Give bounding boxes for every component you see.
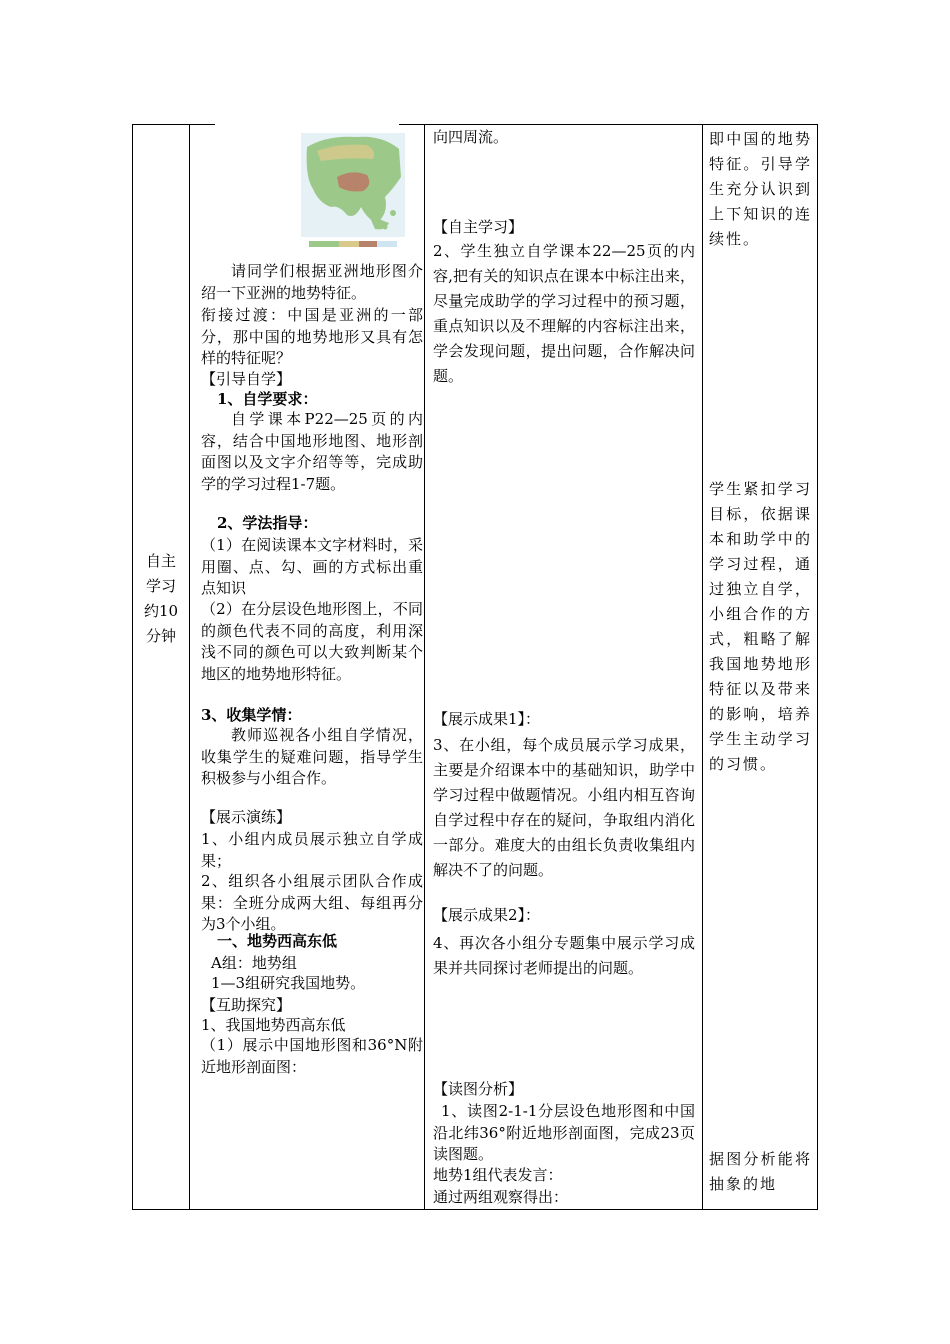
column-divider (189, 125, 190, 1209)
text-paragraph: （2）在分层设色地形图上，不同的颜色代表不同的高度，利用深浅不同的颜色可以大致判断某个地区的地势地形特征。 (201, 600, 423, 683)
text-line: 向四周流。 (433, 128, 509, 146)
text-paragraph: 学生紧扣学习目标，依据课本和助学中的学习过程，通过独立自学，小组合作的方式，粗略了解我国地势地形特征以及带来的影响，培养学生主动学习的习惯。 (709, 480, 812, 773)
subheading: 1、自学要求： (217, 390, 318, 408)
text-paragraph: 4、再次各小组分专题集中展示学习成果并共同探讨老师提出的问题。 (433, 934, 695, 977)
text-paragraph: 据图分析能将抽象的地 (709, 1150, 812, 1193)
text-line: 通过两组观察得出： (433, 1188, 569, 1206)
section-heading: 【展示演练】 (201, 808, 292, 826)
subheading: 2、学法指导： (217, 514, 318, 532)
subheading: 3、收集学情： (201, 706, 302, 724)
text-paragraph: 即中国的地势特征。引导学生充分认识到上下知识的连续性。 (709, 130, 812, 248)
section-heading: 【读图分析】 (433, 1080, 524, 1098)
text-paragraph: （1）在阅读课本文字材料时，采用圈、点、勾、画的方式标出重点知识 (201, 536, 423, 597)
text-line: A组：地势组 (211, 954, 297, 972)
stage-column (133, 125, 189, 1209)
text-line: 地势1组代表发言： (433, 1166, 563, 1184)
text-paragraph: 2、学生独立自学课本22—25页的内容,把有关的知识点在课本中标注出来，尽量完成助学的学习过程中的预习题，重点知识以及不理解的内容标注出来，学会发现问题，提出问题，合作解决问题。 (433, 242, 695, 385)
text-line: 1—3组研究我国地势。 (211, 974, 366, 992)
text-paragraph: 自学课本P22—25页的内容，结合中国地形地图、地形剖面图以及文字介绍等等，完成助学的学习过程1-7题。 (201, 410, 423, 493)
asia-relief-map-icon (297, 127, 409, 253)
text-paragraph: 教师巡视各小组自学情况，收集学生的疑难问题，指导学生积极参与小组合作。 (201, 726, 423, 787)
section-heading: 【展示成果2】： (433, 906, 541, 924)
section-heading: 【展示成果1】： (433, 710, 541, 728)
text-paragraph: 3、在小组，每个成员展示学习成果，主要是介绍课本中的基础知识，助学中学习过程中做题情况。小组内相互咨询自学过程中存在的疑问，争取组内消化一部分。难度大的由组长负责收集组内解决不了的问题。 (433, 736, 695, 879)
lesson-table (132, 124, 818, 1210)
subheading: 一、地势西高东低 (217, 932, 338, 950)
text-paragraph: 1、小组内成员展示独立自学成果； (201, 830, 423, 870)
section-heading: 【自主学习】 (433, 218, 524, 236)
section-heading: 【互助探究】 (201, 996, 292, 1014)
text-paragraph: （1）展示中国地形图和36°N附近地形剖面图： (201, 1036, 423, 1076)
stage-label: 自主学习约10分钟 (143, 552, 179, 645)
text-paragraph: 1、读图2-1-1分层设色地形图和中国沿北纬36°附近地形剖面图，完成23页读图题。 (433, 1102, 695, 1163)
text-paragraph: 衔接过渡：中国是亚洲的一部分，那中国的地势地形又具有怎样的特征呢？ (201, 306, 423, 367)
text-line: 1、我国地势西高东低 (201, 1016, 346, 1034)
section-heading: 【引导自学】 (201, 370, 292, 388)
text-paragraph: 请同学们根据亚洲地形图介绍一下亚洲的地势特征。 (201, 262, 423, 302)
column-divider (424, 125, 425, 1209)
column-divider (702, 125, 703, 1209)
text-paragraph: 2、组织各小组展示团队合作成果：全班分成两大组、每组再分为3个小组。 (201, 872, 423, 933)
